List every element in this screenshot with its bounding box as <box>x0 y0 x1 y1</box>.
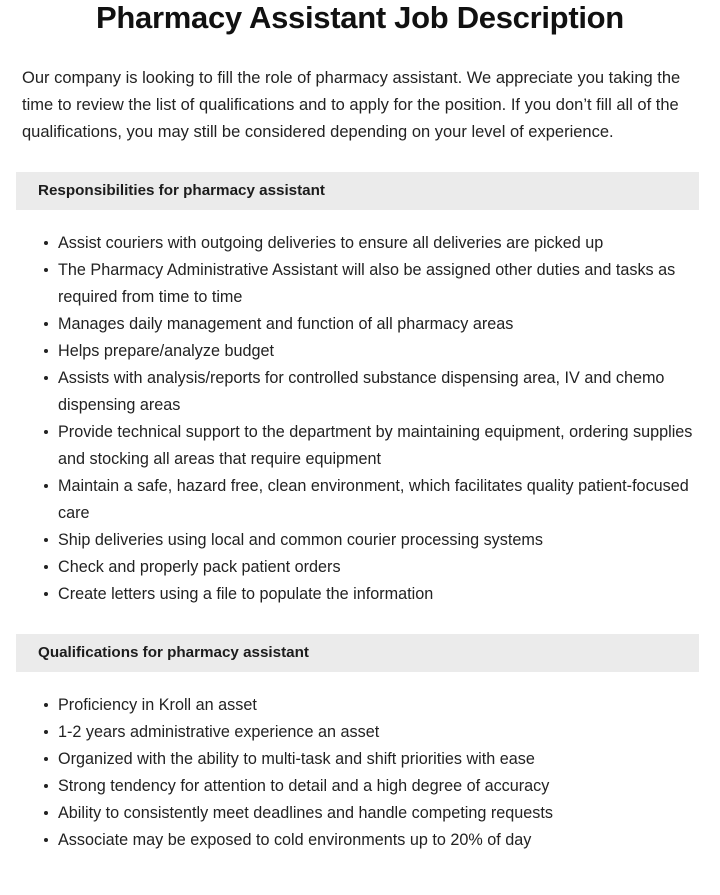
list-item-text: Create letters using a file to populate the information <box>58 585 434 603</box>
bullet-icon <box>44 838 48 842</box>
bullet-icon <box>44 241 48 245</box>
section-header-responsibilities <box>16 172 699 210</box>
list-item-text: Check and properly pack patient orders <box>58 558 341 576</box>
section-header-qualifications <box>16 634 699 672</box>
qualifications-list <box>22 692 698 854</box>
list-item <box>22 773 698 800</box>
list-item-text: Proficiency in Kroll an asset <box>58 696 257 714</box>
bullet-icon <box>44 484 48 488</box>
list-item <box>22 527 698 554</box>
bullet-icon <box>44 784 48 788</box>
list-item-text: Manages daily management and function of all pharmacy areas <box>58 315 514 333</box>
section-heading-label: Responsibilities for pharmacy assistant <box>38 182 325 199</box>
list-item <box>22 419 698 473</box>
list-item <box>22 257 698 311</box>
list-item <box>22 473 698 527</box>
page-title: Pharmacy Assistant Job Description <box>96 0 624 35</box>
list-item <box>22 311 698 338</box>
bullet-icon <box>44 730 48 734</box>
list-item-text: Provide technical support to the department by maintaining equipment, ordering supplies and stocking all areas that require equipment <box>58 423 693 468</box>
bullet-icon <box>44 592 48 596</box>
list-item-text: Assists with analysis/reports for controlled substance dispensing area, IV and chemo dispensing areas <box>58 369 665 414</box>
bullet-icon <box>44 376 48 380</box>
list-item <box>22 827 698 854</box>
bullet-icon <box>44 565 48 569</box>
list-item <box>22 554 698 581</box>
list-item <box>22 800 698 827</box>
list-item <box>22 581 698 608</box>
bullet-icon <box>44 268 48 272</box>
bullet-icon <box>44 703 48 707</box>
list-item-text: Ability to consistently meet deadlines and handle competing requests <box>58 804 553 822</box>
list-item-text: Helps prepare/analyze budget <box>58 342 274 360</box>
list-item <box>22 365 698 419</box>
list-item-text: Organized with the ability to multi-task and shift priorities with ease <box>58 750 535 768</box>
list-item-text: Assist couriers with outgoing deliveries to ensure all deliveries are picked up <box>58 234 604 252</box>
bullet-icon <box>44 322 48 326</box>
responsibilities-list <box>22 230 698 608</box>
list-item <box>22 746 698 773</box>
list-item-text: Associate may be exposed to cold environments up to 20% of day <box>58 831 532 849</box>
list-item <box>22 230 698 257</box>
bullet-icon <box>44 757 48 761</box>
list-item-text: 1-2 years administrative experience an asset <box>58 723 380 741</box>
intro-paragraph: Our company is looking to fill the role of pharmacy assistant. We appreciate you taking the time to review the list of qualifications and to apply for the position. If you don’t fill all of the qualifications, you may still be considered depending on your level of experience. <box>22 69 681 141</box>
list-item <box>22 719 698 746</box>
list-item <box>22 692 698 719</box>
section-heading-label: Qualifications for pharmacy assistant <box>38 644 309 661</box>
list-item-text: Ship deliveries using local and common courier processing systems <box>58 531 543 549</box>
list-item-text: The Pharmacy Administrative Assistant will also be assigned other duties and tasks as required from time to time <box>58 261 676 306</box>
bullet-icon <box>44 811 48 815</box>
list-item <box>22 338 698 365</box>
list-item-text: Maintain a safe, hazard free, clean environment, which facilitates quality patient-focused care <box>58 477 689 522</box>
bullet-icon <box>44 349 48 353</box>
bullet-icon <box>44 430 48 434</box>
list-item-text: Strong tendency for attention to detail and a high degree of accuracy <box>58 777 550 795</box>
bullet-icon <box>44 538 48 542</box>
